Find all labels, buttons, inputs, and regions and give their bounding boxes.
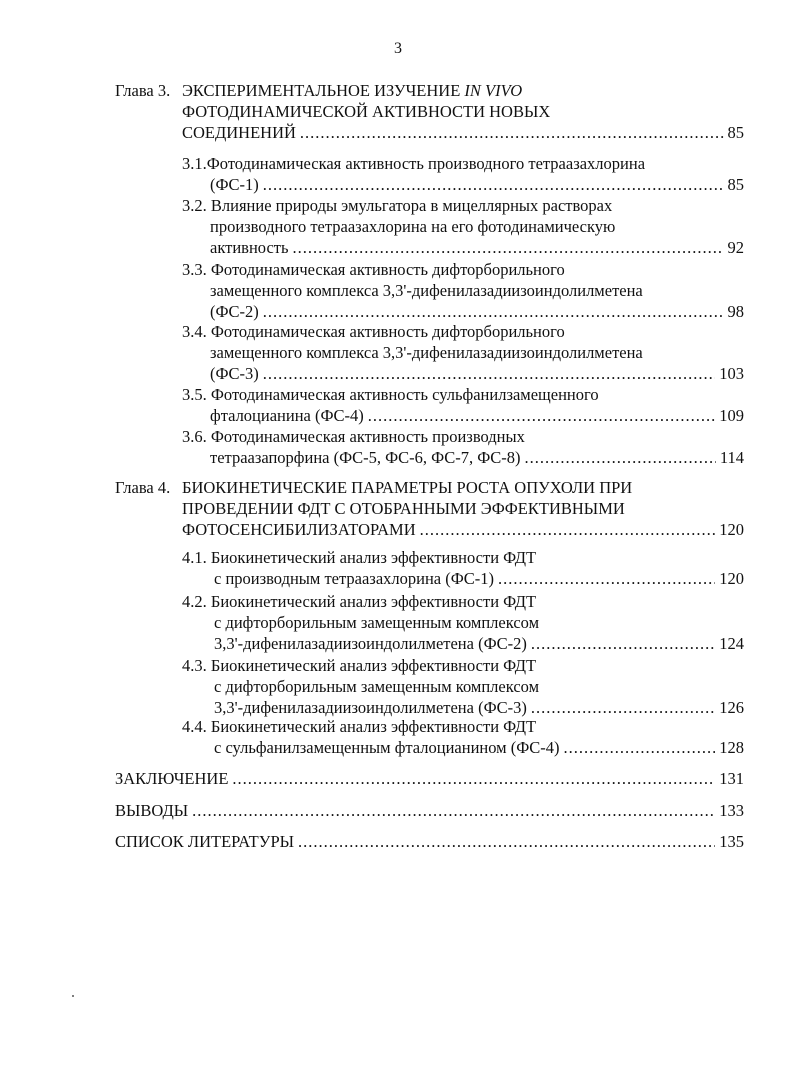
- section-4-1-line-2: с производным тетраазахлорина (ФС-1): [214, 569, 495, 588]
- toc-section-3-1[interactable]: [182, 153, 744, 195]
- section-3-2-line-2: производного тетраазахлорина на его фотодинамическую: [210, 217, 616, 236]
- section-4-2-line-3: 3,3'-дифенилазадиизоиндолилметена (ФС-2): [214, 634, 527, 653]
- findings-page: 133: [719, 801, 744, 820]
- section-4-4-page: 128: [719, 738, 744, 757]
- toc-references[interactable]: [115, 831, 744, 852]
- references-page: 135: [719, 832, 744, 851]
- findings-title: ВЫВОДЫ: [115, 801, 189, 820]
- page-number: 3: [394, 40, 402, 57]
- toc-findings[interactable]: [115, 800, 744, 821]
- section-3-4-line-2: замещенного комплекса 3,3'-дифенилазадиизоиндолилметена: [210, 343, 643, 362]
- toc-section-3-2[interactable]: [182, 195, 744, 258]
- scan-speck: [72, 995, 74, 997]
- chapter-3-page: 85: [727, 123, 744, 142]
- section-3-2-page: 92: [727, 238, 744, 257]
- section-4-4-line-2: с сульфанилзамещенным фталоцианином (ФС-4): [214, 738, 560, 757]
- section-3-3-line-1: 3.3. Фотодинамическая активность дифторборильного: [182, 260, 565, 279]
- section-3-6-line-2: тетраазапорфина (ФС-5, ФС-6, ФС-7, ФС-8): [210, 448, 521, 467]
- section-4-1-line-1: 4.1. Биокинетический анализ эффективности ФДТ: [182, 548, 537, 567]
- chapter-3-title-line-2: ФОТОДИНАМИЧЕСКОЙ АКТИВНОСТИ НОВЫХ: [182, 102, 551, 121]
- chapter-4-title-line-2: ПРОВЕДЕНИИ ФДТ С ОТОБРАННЫМИ ЭФФЕКТИВНЫМИ: [182, 499, 625, 518]
- toc-section-4-4[interactable]: [182, 716, 744, 758]
- section-3-3-line-3: (ФС-2): [210, 302, 259, 321]
- dot-leader: [293, 237, 724, 258]
- section-3-1-page: 85: [727, 175, 744, 194]
- section-4-2-page: 124: [719, 634, 744, 653]
- section-3-3-page: 98: [727, 302, 744, 321]
- dot-leader: [300, 122, 724, 143]
- dot-leader: [368, 405, 715, 426]
- toc-section-3-3[interactable]: [182, 259, 744, 322]
- conclusion-page: 131: [719, 769, 744, 788]
- section-3-4-page: 103: [719, 364, 744, 383]
- section-4-2-line-1: 4.2. Биокинетический анализ эффективности ФДТ: [182, 592, 537, 611]
- toc-conclusion[interactable]: [115, 768, 744, 789]
- chapter-4-title-line-1: БИОКИНЕТИЧЕСКИЕ ПАРАМЕТРЫ РОСТА ОПУХОЛИ ПРИ: [182, 478, 633, 497]
- section-3-6-page: 114: [719, 448, 744, 467]
- chapter-4-heading[interactable]: [182, 477, 744, 540]
- toc-section-3-6[interactable]: [182, 426, 744, 468]
- chapter-3-title-italic: IN VIVO: [464, 81, 523, 100]
- section-3-5-page: 109: [719, 406, 744, 425]
- section-3-2-line-1: 3.2. Влияние природы эмульгатора в мицеллярных растворах: [182, 196, 613, 215]
- dot-leader: [420, 519, 716, 540]
- toc-section-3-4[interactable]: [182, 321, 744, 384]
- chapter-3-heading[interactable]: [182, 80, 744, 143]
- section-4-2-line-2: с дифторборильным замещенным комплексом: [214, 613, 540, 632]
- dot-leader: [531, 697, 715, 718]
- section-3-1-line-2: (ФС-1): [210, 175, 259, 194]
- conclusion-title: ЗАКЛЮЧЕНИЕ: [115, 769, 229, 788]
- references-title: СПИСОК ЛИТЕРАТУРЫ: [115, 832, 295, 851]
- section-4-3-line-2: с дифторборильным замещенным комплексом: [214, 677, 540, 696]
- section-4-3-line-1: 4.3. Биокинетический анализ эффективности ФДТ: [182, 656, 537, 675]
- toc-section-4-2[interactable]: [182, 591, 744, 654]
- chapter-3-title-line-3: СОЕДИНЕНИЙ: [182, 123, 296, 142]
- toc-section-4-3[interactable]: [182, 655, 744, 718]
- chapter-4-label: Глава 4.: [115, 478, 171, 497]
- section-4-3-line-3: 3,3'-дифенилазадиизоиндолилметена (ФС-3): [214, 698, 527, 717]
- toc-section-3-5[interactable]: [182, 384, 744, 426]
- dot-leader: [263, 174, 724, 195]
- chapter-4-page: 120: [719, 520, 744, 539]
- section-3-4-line-1: 3.4. Фотодинамическая активность дифторборильного: [182, 322, 565, 341]
- dot-leader: [263, 301, 724, 322]
- section-3-2-line-3: активность: [210, 238, 289, 257]
- chapter-4-title-line-3: ФОТОСЕНСИБИЛИЗАТОРАМИ: [182, 520, 416, 539]
- section-3-3-line-2: замещенного комплекса 3,3'-дифенилазадиизоиндолилметена: [210, 281, 643, 300]
- section-4-1-page: 120: [719, 569, 744, 588]
- dot-leader: [232, 768, 715, 789]
- dot-leader: [531, 633, 715, 654]
- section-3-5-line-2: фталоцианина (ФС-4): [210, 406, 364, 425]
- dot-leader: [564, 737, 716, 758]
- dot-leader: [298, 831, 715, 852]
- dot-leader: [192, 800, 715, 821]
- section-3-6-line-1: 3.6. Фотодинамическая активность производных: [182, 427, 525, 446]
- section-3-1-line-1: 3.1.Фотодинамическая активность производного тетраазахлорина: [182, 154, 646, 173]
- dot-leader: [263, 363, 715, 384]
- chapter-3-label: Глава 3.: [115, 81, 171, 100]
- dot-leader: [524, 447, 715, 468]
- section-3-4-line-3: (ФС-3): [210, 364, 259, 383]
- section-3-5-line-1: 3.5. Фотодинамическая активность сульфанилзамещенного: [182, 385, 599, 404]
- dot-leader: [498, 568, 715, 589]
- section-4-4-line-1: 4.4. Биокинетический анализ эффективности ФДТ: [182, 717, 537, 736]
- chapter-3-title-line-1: ЭКСПЕРИМЕНТАЛЬНОЕ ИЗУЧЕНИЕ: [182, 81, 465, 100]
- section-4-3-page: 126: [719, 698, 744, 717]
- toc-section-4-1[interactable]: [182, 547, 744, 589]
